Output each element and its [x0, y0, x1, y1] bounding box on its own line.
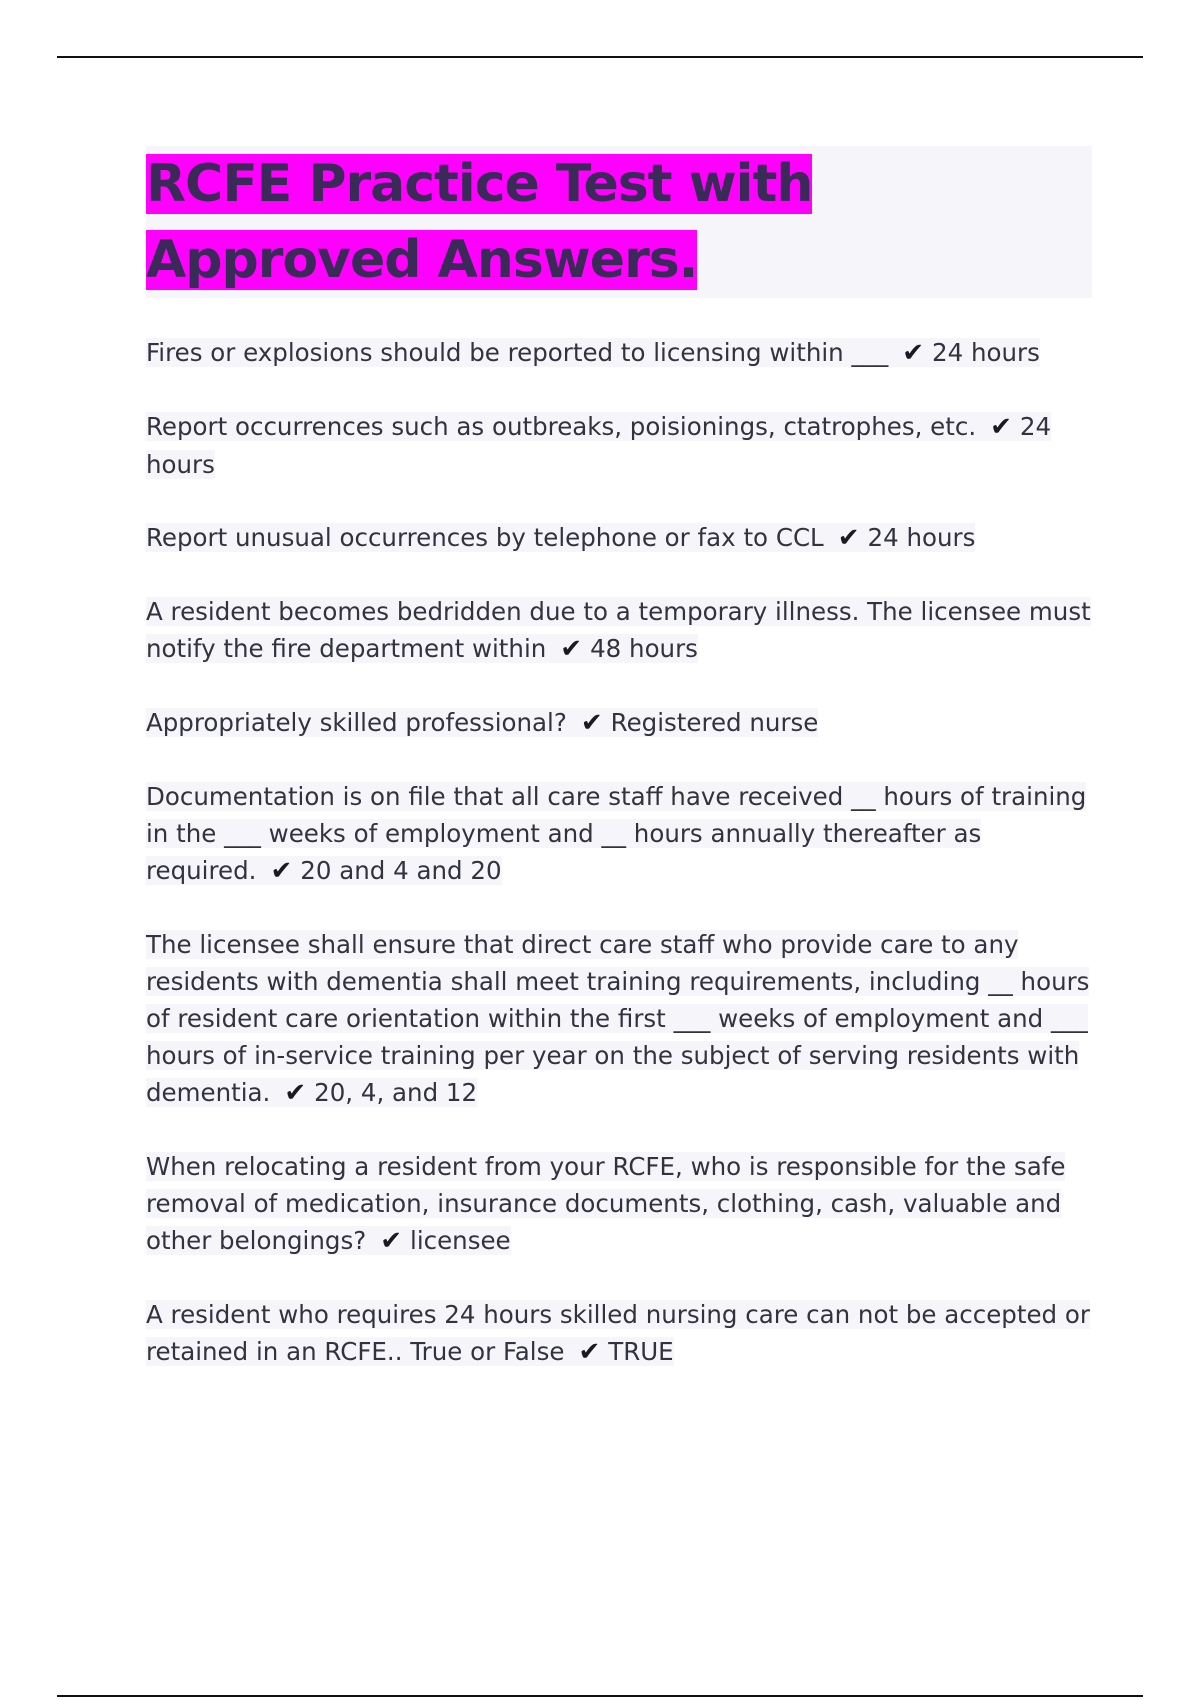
checkmark-icon: ✔: [380, 1226, 403, 1256]
page-title: [146, 146, 1092, 298]
checkmark-icon: ✔: [270, 856, 293, 886]
question-text: When relocating a resident from your RCFE, who is responsible for the safe removal of medication, insurance documents, clothing, cash, valuable and other belongings?: [146, 1152, 1066, 1255]
qa-item: [146, 519, 1092, 557]
qa-item: [146, 593, 1092, 668]
answer-text: 20 and 4 and 20: [300, 856, 502, 885]
document-body: [146, 146, 1092, 1407]
question-text: A resident who requires 24 hours skilled nursing care can not be accepted or retained in an RCFE.. True or False: [146, 1300, 1090, 1366]
checkmark-icon: ✔: [990, 412, 1012, 442]
answer-text: 24 hours: [146, 412, 1052, 479]
answer-text: 24 hours: [932, 338, 1040, 367]
qa-list: [146, 334, 1092, 1371]
answer-text: 48 hours: [590, 634, 698, 663]
checkmark-icon: ✔: [902, 338, 925, 368]
question-text: A resident becomes bedridden due to a temporary illness. The licensee must notify the fire department within: [146, 597, 1091, 663]
question-text: Report occurrences such as outbreaks, poisionings, ctatrophes, etc.: [146, 412, 977, 441]
checkmark-icon: ✔: [284, 1078, 307, 1108]
answer-text: Registered nurse: [610, 708, 819, 737]
qa-item: [146, 1148, 1092, 1260]
checkmark-icon: ✔: [578, 1337, 601, 1367]
page-title-highlight: RCFE Practice Test with Approved Answers.: [146, 154, 813, 290]
title-block: [146, 146, 1092, 298]
question-text: Appropriately skilled professional?: [146, 708, 567, 737]
checkmark-icon: ✔: [837, 523, 860, 553]
qa-item: [146, 408, 1092, 483]
qa-item: [146, 1296, 1092, 1371]
question-text: Documentation is on file that all care staff have received __ hours of training in the ___ weeks of employment and __ hours annually thereafter as required.: [146, 782, 1087, 885]
checkmark-icon: ✔: [580, 708, 603, 738]
top-rule: [57, 56, 1143, 58]
answer-text: TRUE: [608, 1337, 674, 1366]
answer-text: 24 hours: [867, 523, 976, 552]
checkmark-icon: ✔: [560, 634, 583, 664]
qa-item: [146, 704, 1092, 742]
answer-text: 20, 4, and 12: [314, 1078, 478, 1107]
question-text: The licensee shall ensure that direct care staff who provide care to any residents with dementia shall meet training requirements, including __ hours of resident care orientation within the first ___ weeks of employment and ___ hours of in-service training per year on the subject of serving residents with dementia.: [146, 930, 1090, 1107]
qa-item: [146, 926, 1092, 1112]
qa-item: [146, 334, 1092, 372]
bottom-rule: [57, 1695, 1143, 1697]
question-text: Report unusual occurrences by telephone or fax to CCL: [146, 523, 824, 552]
answer-text: licensee: [410, 1226, 511, 1255]
qa-item: [146, 778, 1092, 890]
question-text: Fires or explosions should be reported to licensing within ___: [146, 338, 889, 367]
